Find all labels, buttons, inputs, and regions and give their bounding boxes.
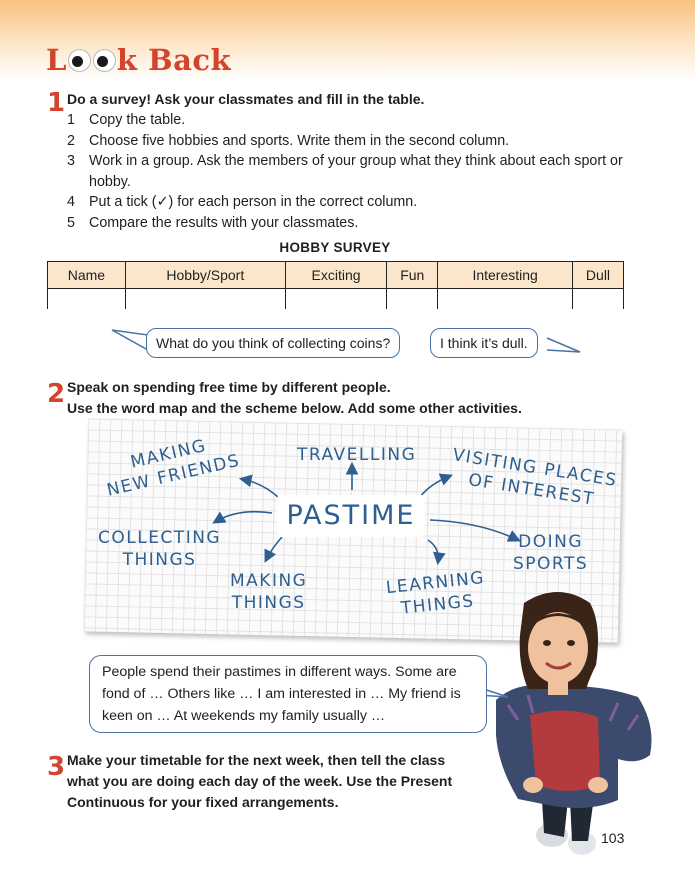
survey-title: HOBBY SURVEY [279,240,391,255]
word-map-node-collecting: COLLECTING THINGS [98,528,222,570]
word-map-node-travelling: TRAVELLING [297,445,417,465]
word-map-node-making-things: MAKING THINGS [230,571,308,613]
speech-bubble-question: What do you think of collecting coins? [146,328,400,358]
page-number: 103 [601,830,625,846]
title-end: k Back [116,43,232,77]
task2-heading-line1: Speak on spending free time by different people. [67,379,391,395]
column-header: Exciting [285,262,387,289]
task1-number: 1 [47,88,66,118]
list-item: 5 Compare the results with your classmates. [67,214,359,231]
task3-number: 3 [47,752,66,782]
word-map-node-learning: LEARNING THINGS [385,567,486,619]
list-item: 3 Work in a group. Ask the members of your group what they think about each sport or hobby. [67,153,623,190]
task2-heading-line2: Use the word map and the scheme below. Add some other activities. [67,400,522,416]
task2-number: 2 [47,379,66,409]
list-item: 2 Choose five hobbies and sports. Write them in the second column. [67,132,510,149]
title-start: L [46,43,67,77]
speech-bubble-model: People spend their pastimes in different ways. Some are fond of … Others like … I am interested in … My friend is keen on … At weekends my family usually … [89,655,487,733]
task3-heading: Make your timetable for the next week, then tell the class what you are doing each day of the week. Use the Present Continuous for your fixed arrangements. [67,752,453,810]
word-map-center: PASTIME [277,495,425,537]
column-header: Fun [387,262,438,289]
column-header: Hobby/Sport [125,262,285,289]
word-map-node-making-friends: MAKING NEW FRIENDS [104,435,243,501]
column-header: Dull [572,262,623,289]
task1-heading: Do a survey! Ask your classmates and fill in the table. [67,91,425,107]
column-header: Interesting [438,262,573,289]
word-map-node-sports: DOING SPORTS [513,532,589,574]
column-header: Name [48,262,126,289]
list-item: 4 Put a tick (✓) for each person in the correct column. [67,194,418,210]
list-item: 1 Copy the table. [67,112,186,128]
word-map-node-visiting: VISITING PLACES OF INTEREST [451,445,619,510]
speech-bubble-answer: I think it’s dull. [430,328,538,358]
